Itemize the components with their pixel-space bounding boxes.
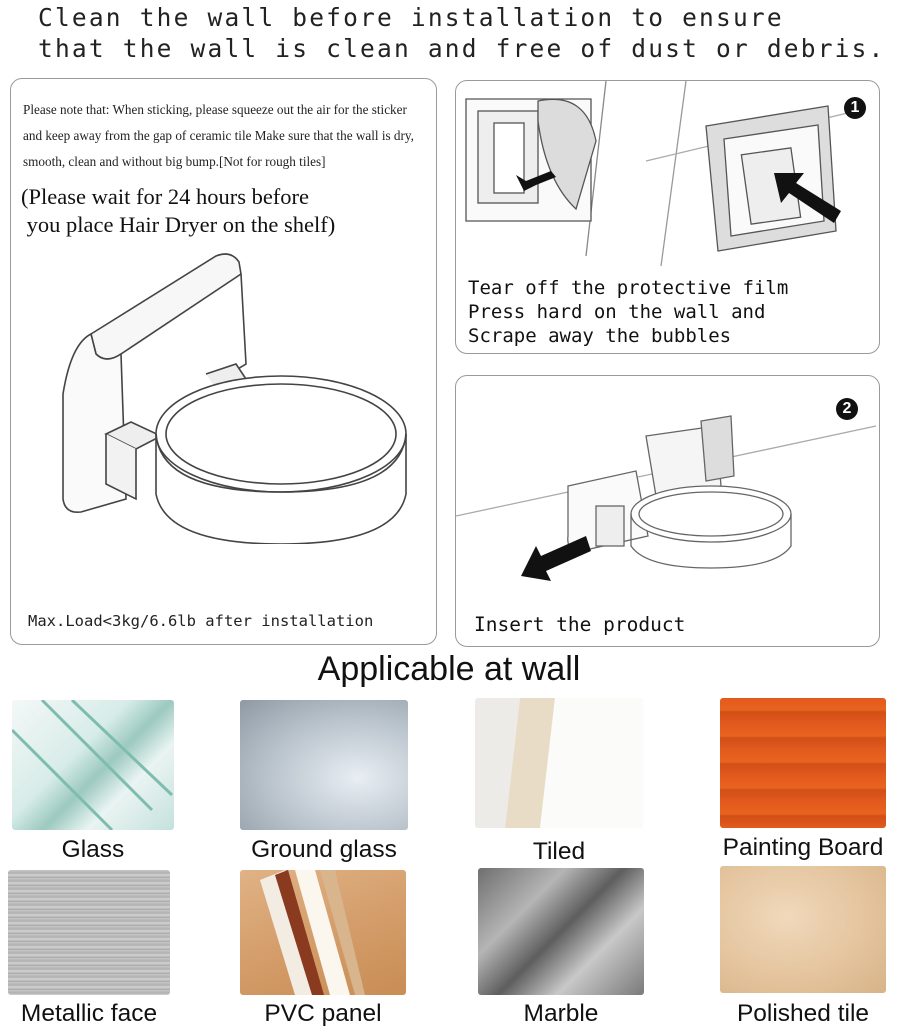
step-2-instruction: Insert the product [474,613,686,636]
step-2-panel [455,375,880,647]
marble-label: Marble [523,1000,599,1027]
metallic-face-swatch [8,870,170,995]
polished-tile-label: Polished tile [736,1000,870,1027]
step-2-number: 2 [836,398,858,420]
peel-film-illustration [456,81,879,271]
max-load-text: Max.Load<3kg/6.6lb after installation [28,612,374,630]
ground-glass-swatch [240,700,408,830]
header-line-1: Clean the wall before installation to ensure [38,3,784,32]
painting-board-swatch [720,698,886,828]
wait-notice [21,183,437,239]
hair-dryer-holder-illustration [51,244,411,544]
installation-note [23,97,433,175]
tiled-swatch [475,698,643,828]
applicable-title: Applicable at wall [317,650,581,688]
header-line-2: that the wall is clean and free of dust or debris. [38,34,886,63]
tiled-label: Tiled [532,838,586,865]
marble-swatch [478,868,644,995]
step-1-panel [455,80,880,354]
step-1-line-1: Tear off the protective film [468,277,789,299]
wait-line-2: you place Hair Dryer on the shelf) [21,212,336,237]
step-1-instructions [468,276,788,348]
step-1-line-2: Press hard on the wall and [468,301,766,323]
wait-line-1: (Please wait for 24 hours before [21,184,310,209]
pvc-panel-label: PVC panel [264,1000,382,1027]
step-1-line-3: Scrape away the bubbles [468,325,732,347]
insert-product-illustration [456,376,879,606]
glass-swatch [12,700,174,830]
note-line-1: Please note that: When sticking, please squeeze out the air for the sticker [23,102,407,117]
note-line-2: and keep away from the gap of ceramic tile Make sure that the wall is dry, [23,128,414,143]
metallic-face-label: Metallic face [20,1000,158,1027]
pvc-panel-swatch [240,870,406,995]
ground-glass-label: Ground glass [251,836,397,863]
polished-tile-swatch [720,866,886,993]
installation-note-panel [10,78,437,645]
painting-board-label: Painting Board [722,834,884,861]
glass-label: Glass [61,836,125,863]
note-line-3: smooth, clean and without big bump.[Not for rough tiles] [23,154,326,169]
header-instruction [38,2,888,64]
step-1-number: 1 [844,97,866,119]
